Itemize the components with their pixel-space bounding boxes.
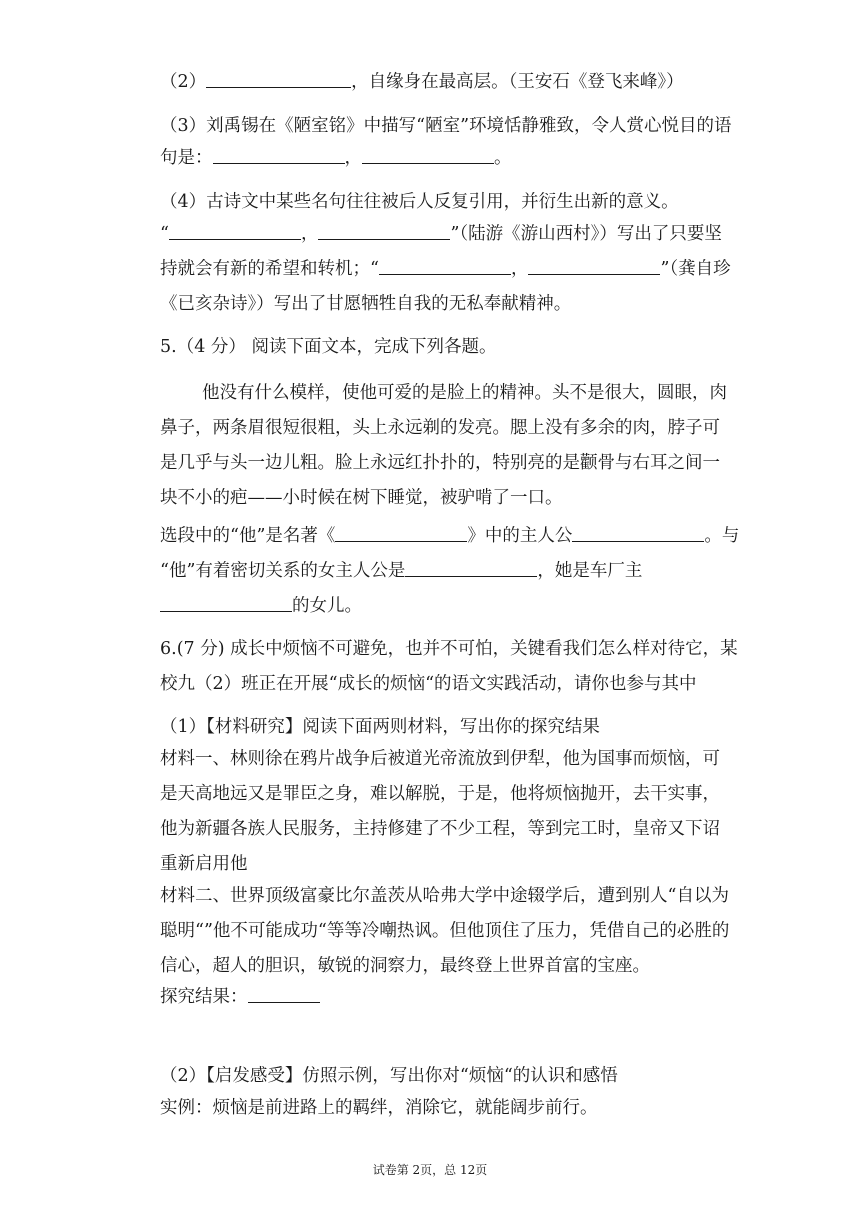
answer-blank[interactable] <box>362 146 494 164</box>
answer-blank[interactable] <box>248 985 320 1003</box>
answer-blank[interactable] <box>160 594 292 612</box>
q4-item4-line2-suffix: ”（陆游《游山西村》）写出了只要坚 <box>450 224 722 244</box>
q4-item3-line1: （3）刘禹锡在《陋室铭》中描写“陋室”环境恬静雅致，令人赏心悦目的语 <box>160 116 732 136</box>
page-footer: 试卷第 2页，总 12页 <box>372 1163 488 1177</box>
q6-part1-title: （1）【材料研究】阅读下面两则材料，写出你的探究结果 <box>160 717 600 737</box>
period: 。 <box>494 148 512 168</box>
q5-text: “他”有着密切关系的女主人公是 <box>160 561 406 581</box>
q6-heading-line2: 校九（2）班正在开展“成长的烦恼“的语文实践活动，请你也参与其中 <box>160 674 697 694</box>
q6-material1-line: 他为新疆各族人民服务，主持修建了不少工程，等到完工时，皇帝又下诏 <box>160 819 720 839</box>
q6-material1-line: 重新启用他 <box>160 854 248 874</box>
q6-part2-title: （2）【启发感受】仿照示例，写出你对“烦恼“的认识和感悟 <box>160 1066 618 1086</box>
q4-item3-prefix: 句是： <box>160 148 213 168</box>
q6-result-line <box>160 985 740 1009</box>
q5-question-line1 <box>160 524 740 548</box>
q6-material2-line: 材料二、世界顶级富豪比尔盖茨从哈弗大学中途辍学后，遭到别人“自以为 <box>160 886 729 906</box>
q5-question-line3 <box>160 594 740 618</box>
q5-question-line2 <box>160 559 740 583</box>
q4-item2-prefix: （2） <box>160 72 207 92</box>
comma: ， <box>510 259 529 279</box>
answer-blank[interactable] <box>213 146 345 164</box>
answer-blank[interactable] <box>335 524 467 542</box>
q5-heading: 5.（4 分） 阅读下面文本，完成下列各题。 <box>160 337 497 357</box>
q5-text: ，她是车厂主 <box>537 561 643 581</box>
q5-passage-line: 是几乎与头一边儿粗。脸上永远红扑扑的，特别亮的是颧骨与右耳之间一 <box>160 453 720 473</box>
q4-item2-suffix: ，自缘身在最高层。（王安石《登飞来峰》） <box>351 72 684 92</box>
answer-blank[interactable] <box>528 257 660 275</box>
q5-passage-line: 他没有什么模样，使他可爱的是脸上的精神。头不是很大，圆眼，肉 <box>202 383 727 403</box>
q4-item2 <box>160 70 740 94</box>
q6-material2-line: 信心，超人的胆识，敏锐的洞察力，最终登上世界首富的宝座。 <box>160 956 650 976</box>
q6-result-label: 探究结果： <box>160 987 248 1007</box>
answer-blank[interactable] <box>405 559 537 577</box>
q4-item3-line2 <box>160 146 740 170</box>
comma: ， <box>344 148 362 168</box>
q5-text: 选段中的“他”是名著《 <box>160 526 336 546</box>
q4-item4-line1: （4）古诗文中某些名句往往被后人反复引用，并衍生出新的意义。 <box>160 192 679 212</box>
comma: ， <box>300 224 319 244</box>
q5-passage-line: 鼻子，两条眉很短很粗，头上永远剃的发亮。腮上没有多余的肉，脖子可 <box>160 418 720 438</box>
q5-text: 的女儿。 <box>292 596 362 616</box>
q5-passage-line: 块不小的疤——小时候在树下睡觉，被驴啃了一口。 <box>160 488 563 508</box>
q6-example: 实例：烦恼是前进路上的羁绊，消除它，就能阔步前行。 <box>160 1098 598 1118</box>
q4-item4-line4: 《已亥杂诗》）写出了甘愿牺牲自我的无私奉献精神。 <box>160 294 572 314</box>
answer-blank[interactable] <box>572 524 704 542</box>
q6-material1-line: 是天高地远又是罪臣之身，难以解脱，于是，他将烦恼抛开，去干实事， <box>160 784 720 804</box>
q6-material1-line: 材料一、林则徐在鸦片战争后被道光帝流放到伊犁，他为国事而烦恼，可 <box>160 749 720 769</box>
answer-blank[interactable] <box>169 222 301 240</box>
quote: “ <box>160 224 169 244</box>
q4-item4-line3 <box>160 257 740 281</box>
q4-item4-line3-suffix: ”（龚自珍 <box>660 259 731 279</box>
q5-text: 》中的主人公 <box>467 526 573 546</box>
q6-heading-line1: 6.(7 分) 成长中烦恼不可避免，也并不可怕，关键看我们怎么样对待它，某 <box>160 639 738 659</box>
q5-text: 。与 <box>704 526 740 546</box>
q4-item4-line2 <box>160 222 740 246</box>
answer-blank[interactable] <box>318 222 450 240</box>
answer-blank[interactable] <box>206 70 351 88</box>
answer-blank[interactable] <box>379 257 511 275</box>
q4-item4-line3-prefix: 持就会有新的希望和转机；“ <box>160 259 379 279</box>
q6-material2-line: 聪明“”他不可能成功“等等冷嘲热讽。但他顶住了压力，凭借自己的必胜的 <box>160 921 730 941</box>
